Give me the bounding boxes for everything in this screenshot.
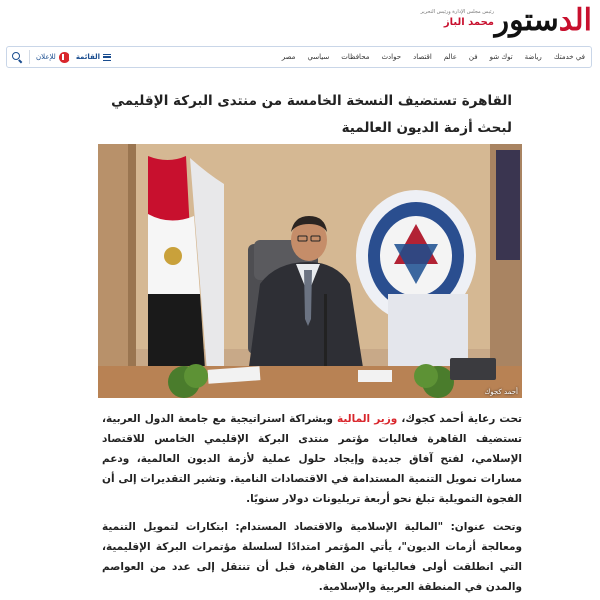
site-logo[interactable] bbox=[495, 2, 592, 40]
logo-red-part: الد bbox=[558, 3, 592, 38]
nav-item-governorates[interactable]: محافظات bbox=[341, 53, 370, 61]
photo-caption: أحمد كجوك bbox=[484, 388, 518, 396]
advertise-button[interactable] bbox=[36, 52, 70, 63]
paragraph-1-body: وبشراكة استراتيجية مع جامعة الدول العربية، تستضيف القاهرة فعاليات مؤتمر منتدى البركة الإقليمي الخامس للاقتصاد الإسلامي، لفتح آفاق جديدة وإيجاد حلول عملية لأزمة الديون العالمية، ودعم مسارات تمويل التنمية المستدامة في الاقتصادات النامية. وتشير التقديرات إلى أن الفجوة التمويلية تبلغ نحو أربعة تريليونات دولار سنويًا. bbox=[102, 413, 522, 505]
pause-icon bbox=[59, 52, 70, 63]
minister-of-finance-link[interactable]: وزير المالية bbox=[337, 413, 398, 425]
menu-button[interactable] bbox=[76, 53, 111, 61]
advertise-label: للإعلان bbox=[36, 53, 56, 61]
nav-item-economy[interactable]: اقتصاد bbox=[413, 53, 432, 61]
nav-item-services[interactable]: في خدمتك bbox=[553, 53, 585, 61]
nav-divider bbox=[29, 50, 30, 64]
article-paragraph-1 bbox=[102, 409, 522, 509]
nav-item-sports[interactable]: رياضة bbox=[524, 53, 542, 61]
menu-label: القائمة bbox=[75, 53, 101, 61]
nav-item-talk-show[interactable]: توك شو bbox=[489, 53, 513, 61]
article-photo-illustration bbox=[98, 144, 522, 398]
article-paragraph-2: وتحت عنوان: "المالية الإسلامية والاقتصاد المستدام: ابتكارات لتمويل التنمية ومعالجة أزمات الديون"، يأتي المؤتمر امتدادًا لسلسلة مؤتمرات البركة الإقليمية، التي انطلقت أولى فعالياتها من القاهرة، قبل أن تنتقل إلى عدد من العواصم والمدن في المنطقة العربية والإسلامية. bbox=[102, 521, 522, 593]
nav-item-world[interactable]: عالم bbox=[443, 53, 457, 61]
nav-items bbox=[282, 47, 585, 67]
nav-item-politics[interactable]: سياسي bbox=[307, 53, 330, 61]
nav-item-art[interactable]: فن bbox=[468, 53, 478, 61]
nav-item-egypt[interactable]: مصر bbox=[281, 53, 296, 61]
site-header bbox=[0, 0, 600, 44]
paragraph-1-intro: تحت رعاية أحمد كجوك، bbox=[397, 413, 522, 425]
search-icon[interactable] bbox=[11, 51, 23, 63]
logo-black-part: ستور bbox=[494, 3, 559, 38]
article-photo bbox=[98, 144, 522, 398]
hamburger-menu-icon bbox=[103, 54, 111, 61]
executive-role: رئيس مجلس الإدارة ورئيس التحرير bbox=[420, 9, 494, 15]
executive-credit bbox=[420, 8, 494, 30]
executive-name: محمد الباز bbox=[443, 17, 494, 28]
article-title: القاهرة تستضيف النسخة الخامسة من منتدى البركة الإقليمي لبحث أزمة الديون العالمية bbox=[111, 93, 512, 136]
nav-tools bbox=[11, 47, 111, 67]
nav-item-accidents[interactable]: حوادث bbox=[381, 53, 402, 61]
main-navbar bbox=[6, 46, 592, 68]
